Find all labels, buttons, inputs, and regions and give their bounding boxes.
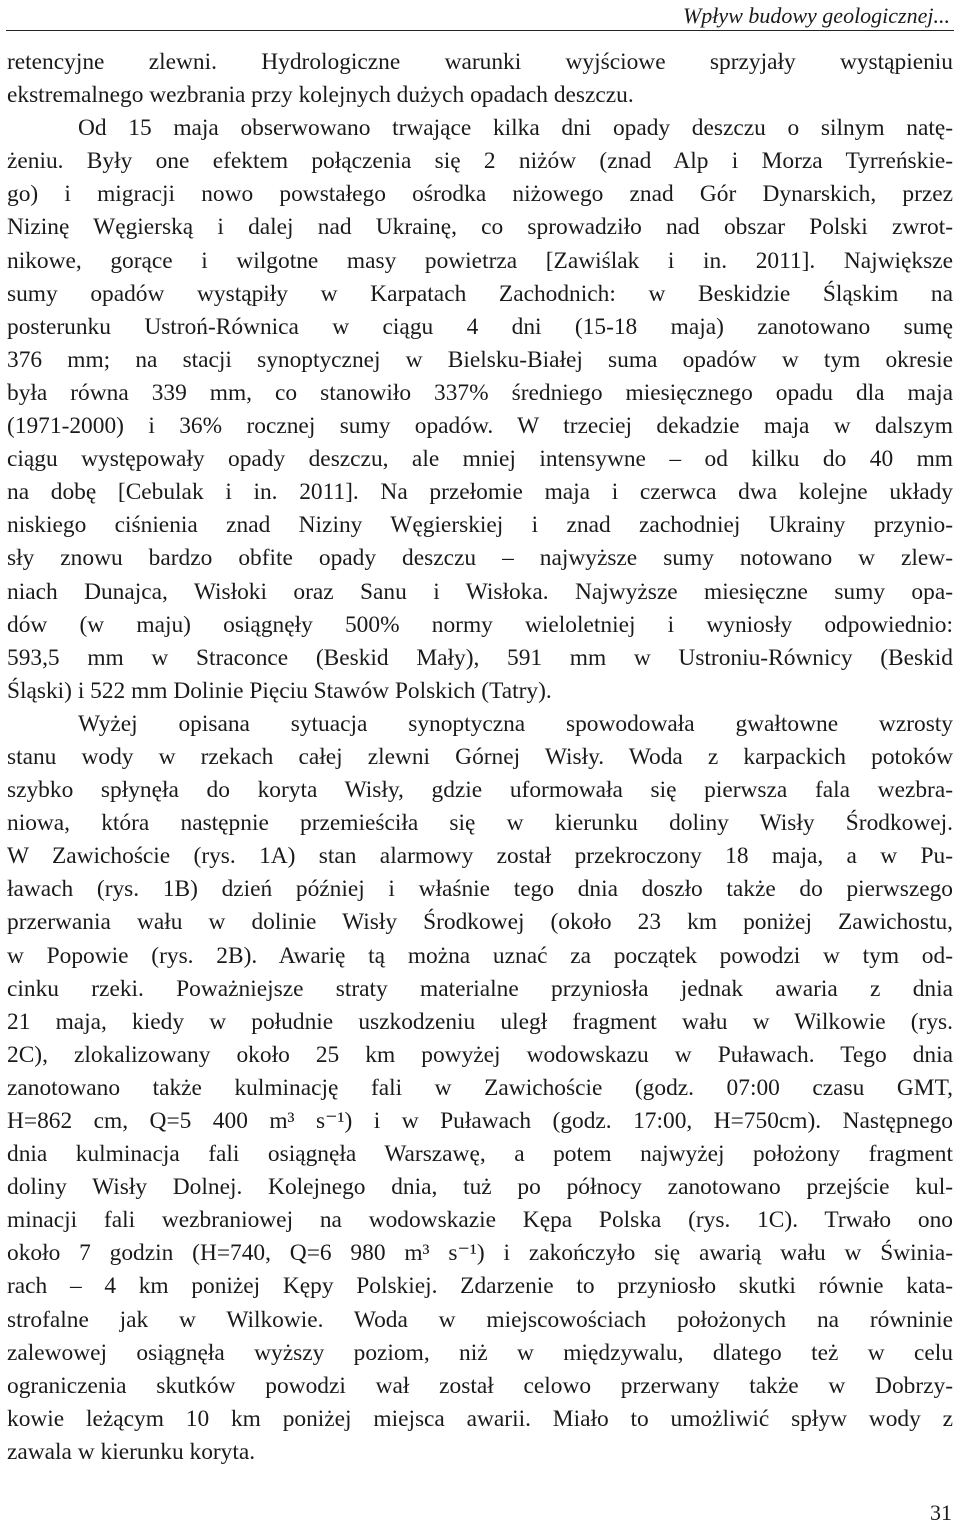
text-line: niskiego ciśnienia znad Niziny Węgierskiej i znad zachodniej Ukrainy przynio- (7, 512, 953, 539)
text-line: ciągu występowały opady deszczu, ale mniej intensywne – od kilku do 40 mm (7, 446, 953, 473)
text-line: 2C), zlokalizowany około 25 km powyżej wodowskazu w Puławach. Tego dnia (7, 1041, 953, 1068)
text-line: żeniu. Były one efektem połączenia się 2 niżów (znad Alp i Morza Tyrreńskie- (7, 148, 953, 175)
text-line: 21 maja, kiedy w południe uszkodzeniu uległ fragment wału w Wilkowie (rys. (7, 1008, 953, 1035)
text-line: dnia kulminacja fali osiągnęła Warszawę, a potem najwyżej położony fragment (7, 1141, 953, 1168)
text-line: zawala w kierunku koryta. (7, 1438, 256, 1465)
text-line: ekstremalnego wezbrania przy kolejnych dużych opadach deszczu. (7, 82, 634, 109)
text-line: ograniczenia skutków powodzi wał został celowo przerwany także w Dobrzy- (7, 1372, 953, 1399)
text-line: rach – 4 km poniżej Kępy Polskiej. Zdarzenie to przyniosło skutki równie kata- (7, 1273, 953, 1300)
running-title: Wpływ budowy geologicznej... (682, 3, 950, 28)
text-line: sły znowu bardzo obfite opady deszczu – najwyższe sumy notowano w zlew- (7, 545, 953, 572)
text-line: zalewowej osiągnęła wyższy poziom, niż w międzywalu, dlatego też w celu (7, 1339, 953, 1366)
text-line: przerwania wału w dolinie Wisły Środkowej (około 23 km poniżej Zawichostu, (7, 909, 953, 936)
text-line: dów (w maju) osiągnęły 500% normy wieloletniej i wyniosły odpowiednio: (7, 611, 953, 638)
text-line: strofalne jak w Wilkowie. Woda w miejscowościach położonych na równinie (7, 1306, 953, 1333)
text-line: posterunku Ustroń-Równica w ciągu 4 dni (15-18 maja) zanotowano sumę (7, 313, 953, 340)
text-line: szybko spłynęła do koryta Wisły, gdzie uformowała się pierwsza fala wezbra- (7, 777, 953, 804)
body-text (7, 46, 953, 1469)
text-line: na dobę [Cebulak i in. 2011]. Na przełomie maja i czerwca dwa kolejne układy (7, 479, 953, 506)
running-header (0, 0, 960, 32)
text-line: sumy opadów wystąpiły w Karpatach Zachodnich: w Beskidzie Śląskim na (7, 280, 953, 307)
text-line: H=862 cm, Q=5 400 m³ s⁻¹) i w Puławach (godz. 17:00, H=750cm). Następnego (7, 1108, 953, 1134)
text-line: Nizinę Węgierską i dalej nad Ukrainę, co sprowadziło nad obszar Polski zwrot- (7, 214, 953, 241)
page-number: 31 (930, 1500, 952, 1525)
text-line: minacji fali wezbraniowej na wodowskazie Kępa Polska (rys. 1C). Trwało ono (7, 1207, 953, 1234)
text-line: kowie leżącym 10 km poniżej miejsca awarii. Miało to umożliwić spływ wody z (7, 1405, 953, 1432)
text-line: niowa, która następnie przemieściła się w kierunku doliny Wisły Środkowej. (7, 810, 953, 837)
text-line: nikowe, gorące i wilgotne masy powietrza [Zawiślak i in. 2011]. Największe (7, 247, 953, 274)
text-line: Od 15 maja obserwowano trwające kilka dni opady deszczu o silnym natę- (78, 115, 953, 142)
text-line: stanu wody w rzekach całej zlewni Górnej Wisły. Woda z karpackich potoków (7, 743, 953, 770)
text-line: W Zawichoście (rys. 1A) stan alarmowy został przekroczony 18 maja, a w Pu- (7, 843, 953, 870)
text-line: (1971-2000) i 36% rocznej sumy opadów. W trzeciej dekadzie maja w dalszym (7, 413, 953, 440)
text-line: 593,5 mm w Straconce (Beskid Mały), 591 mm w Ustroniu-Równicy (Beskid (7, 644, 953, 671)
text-line: doliny Wisły Dolnej. Kolejnego dnia, tuż po północy zanotowano przejście kul- (7, 1174, 953, 1201)
text-line: w Popowie (rys. 2B). Awarię tą można uznać za początek powodzi w tym od- (7, 942, 953, 969)
text-line: zanotowano także kulminację fali w Zawichoście (godz. 07:00 czasu GMT, (7, 1074, 953, 1101)
text-line: około 7 godzin (H=740, Q=6 980 m³ s⁻¹) i zakończyło się awarią wału w Świnia- (7, 1240, 953, 1267)
text-line: go) i migracji nowo powstałego ośrodka niżowego znad Gór Dynarskich, przez (7, 181, 953, 208)
text-line: 376 mm; na stacji synoptycznej w Bielsku-Białej suma opadów w tym okresie (7, 346, 953, 373)
text-line: Śląski) i 522 mm Dolinie Pięciu Stawów Polskich (Tatry). (7, 677, 552, 704)
text-line: Wyżej opisana sytuacja synoptyczna spowodowała gwałtowne wzrosty (78, 710, 953, 737)
text-line: cinku rzeki. Poważniejsze straty materialne przyniosła jednak awaria z dnia (7, 975, 953, 1002)
text-line: ławach (rys. 1B) dzień później i właśnie tego dnia doszło także do pierwszego (7, 876, 953, 903)
text-line: była równa 339 mm, co stanowiło 337% średniego miesięcznego opadu dla maja (7, 379, 953, 406)
header-rule (6, 30, 954, 31)
text-line: retencyjne zlewni. Hydrologiczne warunki wyjściowe sprzyjały wystąpieniu (7, 49, 953, 75)
text-line: niach Dunajca, Wisłoki oraz Sanu i Wisłoka. Najwyższe miesięczne sumy opa- (7, 578, 953, 605)
